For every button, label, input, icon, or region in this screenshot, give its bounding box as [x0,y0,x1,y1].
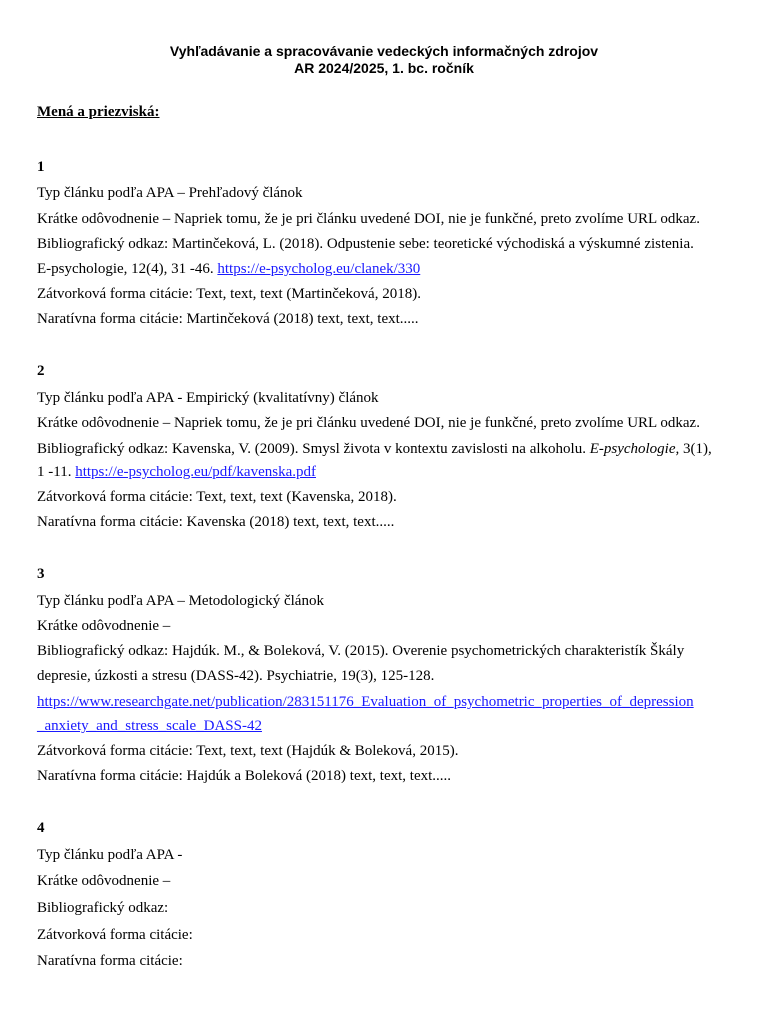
bibliographic-reference: Bibliografický odkaz: Martinčeková, L. (2018). Odpustenie sebe: teoretické východiská a výskumné zistenia. [37,236,694,252]
entry-number: 3 [37,566,45,582]
entry-number: 1 [37,159,45,175]
article-url-link[interactable]: https://e-psycholog.eu/clanek/330 [217,261,421,277]
article-url-link-cont[interactable]: _anxiety_and_stress_scale_DASS-42 [37,718,262,734]
document-subtitle: AR 2024/2025, 1. bc. ročník [294,60,474,76]
parenthetical-citation: Zátvorková forma citácie: [37,927,193,943]
page-range: 1 -11. [37,464,72,480]
parenthetical-citation: Zátvorková forma citácie: Text, text, text (Hajdúk & Boleková, 2015). [37,743,459,759]
parenthetical-citation: Zátvorková forma citácie: Text, text, text (Kavenska, 2018). [37,489,397,505]
article-url-line-2 [37,717,262,735]
bibliographic-reference: Bibliografický odkaz: [37,900,169,916]
bibliographic-text: Bibliografický odkaz: Kavenska, V. (2009). Smysl života v kontextu zavislosti na alkoholu. [37,441,586,457]
narrative-citation: Naratívna forma citácie: [37,953,183,969]
journal-volume: 3(1), [683,441,712,457]
bibliographic-reference-cont: depresie, úzkosti a stresu (DASS-42). Psychiatrie, 19(3), 125-128. [37,668,435,684]
bibliographic-reference-cont [37,260,420,278]
narrative-citation: Naratívna forma citácie: Hajdúk a Boleková (2018) text, text, text..... [37,768,452,784]
article-type: Typ článku podľa APA – Metodologický článok [37,593,324,609]
bibliographic-reference [37,440,712,458]
narrative-citation: Naratívna forma citácie: Kavenska (2018) text, text, text..... [37,514,395,530]
entry-number: 2 [37,363,45,379]
parenthetical-citation: Zátvorková forma citácie: Text, text, text (Martinčeková, 2018). [37,286,421,302]
document-header [0,43,768,77]
narrative-citation: Naratívna forma citácie: Martinčeková (2018) text, text, text..... [37,311,419,327]
short-reason: Krátke odôvodnenie – [37,873,171,889]
article-url-link[interactable]: https://www.researchgate.net/publication/283151176_Evaluation_of_psychometric_properties_of_depression [37,694,694,710]
short-reason: Krátke odôvodnenie – [37,618,171,634]
article-type: Typ článku podľa APA – Prehľadový článok [37,185,303,201]
article-url-link[interactable]: https://e-psycholog.eu/pdf/kavenska.pdf [75,464,316,480]
bibliographic-source: E-psychologie, 12(4), 31 -46. [37,261,214,277]
short-reason: Krátke odôvodnenie – Napriek tomu, že je pri článku uvedené DOI, nie je funkčné, preto zvolíme URL odkaz. [37,415,700,431]
article-type: Typ článku podľa APA - Empirický (kvalitatívny) článok [37,390,379,406]
article-type: Typ článku podľa APA - [37,847,183,863]
article-url-line-1 [37,693,694,711]
bibliographic-reference: Bibliografický odkaz: Hajdúk. M., & Boleková, V. (2015). Overenie psychometrických charakteristík Škály [37,643,685,659]
document-title: Vyhľadávanie a spracovávanie vedeckých informačných zdrojov [169,43,599,59]
entry-number: 4 [37,820,45,836]
names-heading: Mená a priezviská: [37,104,160,120]
short-reason: Krátke odôvodnenie – Napriek tomu, že je pri článku uvedené DOI, nie je funkčné, preto zvolíme URL odkaz. [37,211,700,227]
bibliographic-reference-cont [37,463,316,481]
journal-name: E-psychologie, [589,441,680,457]
